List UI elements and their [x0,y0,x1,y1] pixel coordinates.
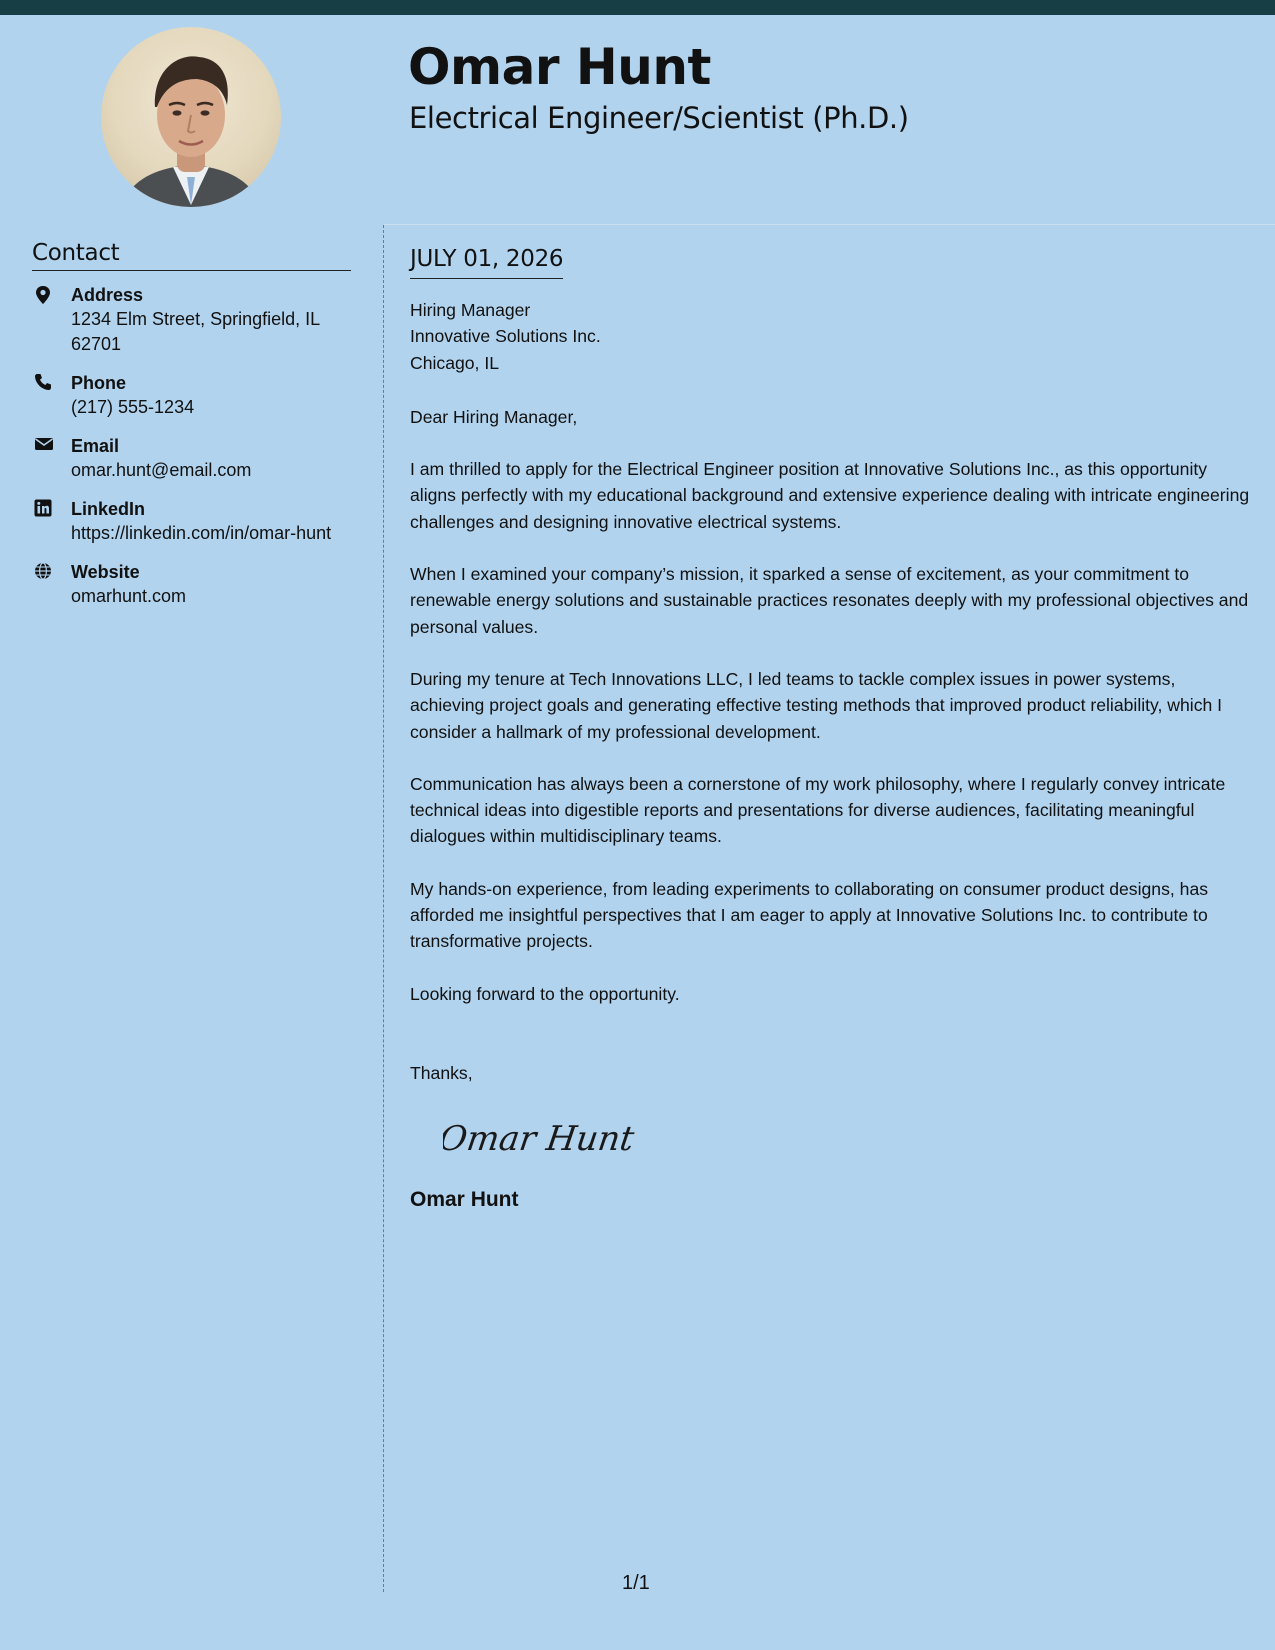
column-divider [383,225,384,1592]
contact-item-website [32,560,351,609]
contact-label: LinkedIn [71,499,146,519]
phone-icon [34,373,52,391]
contact-label: Phone [71,373,127,393]
body-paragraph: When I examined your company’s mission, it sparked a sense of excitement, as your commitment to renewable energy solutions and sustainable practices resonates deeply with my professional objectives and personal values. [410,564,1249,637]
body-paragraph: My hands-on experience, from leading experiments to collaborating on consumer product designs, has afforded me insightful perspectives that I am eager to apply at Innovative Solutions Inc. to contribute to transformative projects. [410,878,1209,952]
sign-off: Thanks, [410,1062,473,1083]
website-value[interactable]: omarhunt.com [71,586,187,606]
recipient-line: Innovative Solutions Inc. [410,326,601,347]
top-bar [0,0,1275,15]
contact-label: Email [71,436,120,456]
contact-label: Address [71,285,144,305]
body-paragraph: During my tenure at Tech Innovations LLC, I led teams to tackle complex issues in power systems, achieving project goals and generating effective testing methods that improved product reliability, which I consider a hallmark of my professional development. [410,668,1223,742]
contact-item-phone [32,371,351,420]
letter-date: JULY 01, 2026 [410,244,563,279]
phone-value: (217) 555-1234 [71,397,195,417]
job-title: Electrical Engineer/Scientist (Ph.D.) [409,101,909,135]
linkedin-icon [34,499,52,517]
signer-name: Omar Hunt [410,1188,519,1212]
signature-text: Omar Hunt [443,1119,637,1160]
envelope-icon [34,436,52,454]
globe-icon [34,562,52,580]
recipient-block [410,297,1250,376]
linkedin-value[interactable]: https://linkedin.com/in/omar-hunt [71,523,332,543]
page-number: 1/1 [622,1572,650,1594]
contact-item-linkedin [32,497,351,546]
profile-photo [101,27,281,207]
candidate-name: Omar Hunt [408,38,711,96]
contact-item-address [32,283,351,357]
email-value: omar.hunt@email.com [71,460,252,480]
header-rule [384,224,1275,225]
salutation: Dear Hiring Manager, [410,406,578,427]
body-paragraph: Communication has always been a cornerstone of my work philosophy, where I regularly convey intricate technical ideas into digestible reports and presentations for diverse audiences, facilitating meaningful dialogues within multidisciplinary teams. [410,773,1226,847]
address-value: 1234 Elm Street, Springfield, IL 62701 [71,309,320,354]
contact-item-email [32,434,351,483]
recipient-line: Chicago, IL [410,352,499,373]
body-paragraph: I am thrilled to apply for the Electrical Engineer position at Innovative Solutions Inc., as this opportunity aligns perfectly with my educational background and extensive experience dealing with intricate engineering challenges and designing innovative electrical systems. [410,459,1250,532]
letter-body [410,244,1250,1214]
recipient-line: Hiring Manager [410,300,531,320]
contact-label: Website [71,562,140,582]
map-pin-icon [34,285,52,303]
contact-heading: Contact [32,240,351,271]
handwritten-signature [443,1112,643,1162]
closing-line: Looking forward to the opportunity. [410,983,680,1004]
contact-sidebar [32,240,351,623]
